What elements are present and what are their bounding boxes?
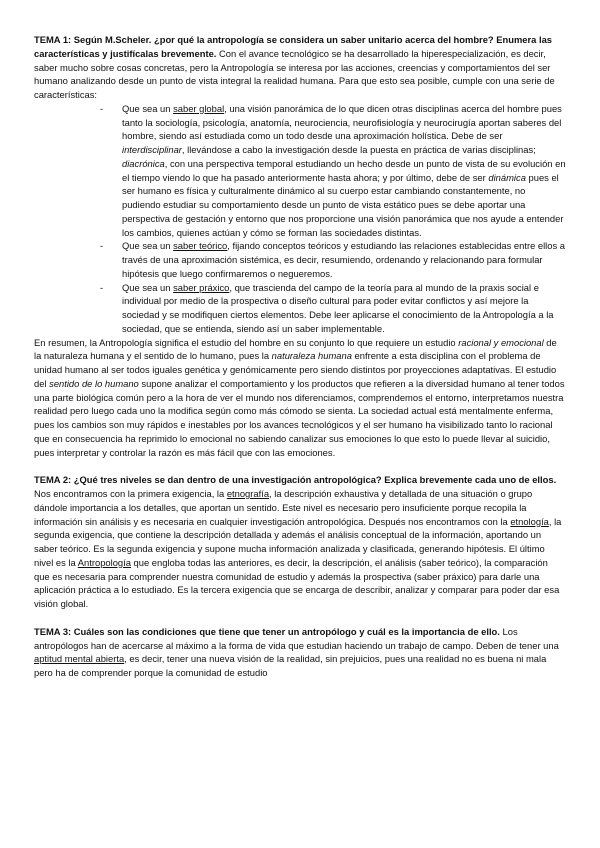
- tema-2-heading: TEMA 2: ¿Qué tres niveles se dan dentro de una investigación antropológica? Explica brevemente cada uno de ellos.: [34, 474, 557, 486]
- term-antropologia: Antropología: [77, 556, 131, 568]
- tema-3-text: Los antropólogos han de acercarse al máximo a la forma de vida que estudian haciendo un trabajo de campo. Deben de tener una: [34, 625, 559, 651]
- tema-2-text: Nos encontramos con la primera exigencia, la: [34, 488, 227, 499]
- term-etnologia: etnología: [510, 515, 549, 527]
- term-aptitud-mental-abierta: aptitud mental abierta: [34, 653, 125, 665]
- list-item-text: , que trascienda del campo de la teoría para al mundo de la praxis social e individual por medio de la prospectiva o diseño cultural para poder evitar conflictos y así mejore la sociedad y se modifiquen ciertos elementos. Debe leer aplicarse el conocimiento de la Antropología a la sociedad, que se entienda, siendo así un saber implementable.: [122, 281, 554, 334]
- section-spacer: [34, 459, 566, 473]
- list-item-prefix: Que sea un: [122, 102, 174, 114]
- term-saber-praxico: saber práxico: [173, 281, 230, 293]
- tema-1-heading: TEMA 1: Según M.Scheler. ¿por qué la antropología se considera un saber unitario acerca del hombre? Enumera las características y justifícalas brevemente.: [34, 34, 553, 59]
- summary-text: de la naturaleza humana y el sentido de lo humano, pues la: [34, 336, 557, 362]
- list-item-prefix: Que sea un: [122, 240, 174, 252]
- term-dinamica: dinámica: [488, 171, 526, 183]
- term-saber-teorico: saber teórico: [173, 240, 228, 252]
- tema-2-text: , la segunda exigencia, que contiene la descripción detallada y además el análisis conceptual de la información, aportando un saber teórico. Es la segunda exigencia y supone mucha información analizada y clasificada, generando hipótesis. El último nivel es la: [34, 515, 562, 568]
- tema-2-paragraph: [34, 473, 566, 611]
- term-interdisciplinar: interdisciplinar: [122, 144, 182, 155]
- summary-text: supone analizar el comportamiento y los productos que refieren a la diversidad humano al tener todos una parte biológica común pero a la hora de ver el mundo nos diferenciamos, comprendemos el entorno, interpretamos nuestra realidad pero luego cada uno la modifica según como más cómodo se sienta. La sociedad actual está mentalmente enferma, pues los cambios son muy rápidos e inestables por los avances tecnológicos y el ser humano ha visibilizado tanto lo racional que en consecuencia ha reprimido lo emocional no sabiendo canalizar sus emociones lo que esto lo puede llevar al suicidio, pues interpretar y controlar la razón es más fácil que con las emociones.: [34, 377, 565, 458]
- tema-3-text: , es decir, tener una nueva visión de la realidad, sin prejuicios, pues una realidad no es buena ni mala pero ha de comprender porque la comunidad de estudio: [34, 653, 547, 678]
- tema-3-heading: TEMA 3: Cuáles son las condiciones que tiene que tener un antropólogo y cuál es la importancia de ello.: [34, 625, 500, 637]
- tema-1-intro: Con el avance tecnológico se ha desarrollado la hiperespecialización, es decir, saber mucho sobre cosas concretas, pero la Antropología se interesa por las acciones, creencias y comportamientos del ser humano analizando desde un punto de vista integral la realidad humana. Para que esto sea posible, cumple con una serie de características:: [34, 47, 555, 100]
- list-item-saber-teorico: [122, 239, 566, 280]
- tema-1-summary: [34, 336, 566, 460]
- tema-2-text: que engloba todas las anteriores, es decir, la descripción, el análisis (saber teórico), la comparación que es necesaria para comprender nuestra comunidad de estudio y además la prospectiva (saber práxico) para darle una aplicación práctica a lo estudiado. Es la tercera exigencia que se encarga de describir, analizar y comparar para poder dar esa visión global.: [34, 556, 560, 609]
- term-sentido-humano: sentido de lo humano: [49, 377, 139, 389]
- tema-1-paragraph: [34, 33, 566, 102]
- list-item-text: pues el ser humano es física y culturalmente dinámico al su cuerpo estar cambiando constantemente, no pudiendo estudiar su comportamiento desde un punto de vista estático pues se debe aportar una perspectiva de gestación y entorno que nos proporcione una visión panorámica que nos ayude a entender los cambios, quienes actúan y cómo se forman las sociedades distintas.: [122, 171, 564, 238]
- section-spacer: [34, 611, 566, 625]
- term-etnografia: etnografía: [226, 488, 270, 499]
- list-item-text: , con una perspectiva temporal estudiando un hecho desde un punto de vista de su evolución en el tiempo viendo lo que ha pasado anteriormente hasta ahora; y por último, debe de ser: [122, 157, 566, 183]
- summary-text: enfrente a esta disciplina con el problema de unidad humano al ser todos iguales genética y genómicamente pero siendo distintos por proyecciones adaptativas. El estudio del: [34, 350, 557, 389]
- list-item-saber-praxico: [122, 281, 566, 336]
- tema-2-text: , la descripción exhaustiva y detallada de una situación o grupo dándole importancia a los detalles, que aportan un sentido. Este nivel es necesario pero insuficiente porque recopila la información sin análisis y es necesaria en cualquier investigación antropológica. Después nos encontramos con la: [34, 488, 533, 527]
- tema-3-paragraph: [34, 625, 566, 680]
- term-diacronica: diacrónica: [122, 157, 165, 169]
- term-naturaleza-humana: naturaleza humana: [271, 350, 352, 362]
- list-item-prefix: Que sea un: [122, 281, 174, 293]
- characteristics-list: [34, 102, 566, 336]
- list-item-saber-global: [122, 102, 566, 240]
- list-item-text: , llevándose a cabo la investigación desde la puesta en práctica de varias disciplinas;: [181, 144, 536, 155]
- term-racional-emocional: racional y emocional: [458, 336, 544, 348]
- list-item-text: , fijando conceptos teóricos y estudiando las relaciones establecidas entre ellos a través de una aproximación sistémica, es decir, resumiendo, ordenando y relacionando para formular hipótesis que luego confirmaremos o negueremos.: [122, 240, 565, 279]
- list-item-text: , una visión panorámica de lo que dicen otras disciplinas acerca del hombre pues tanto la sociología, psicología, anatomía, neurociencia, neurofisiología y neurocirugía aportan saberes del hombre, siendo así estudiada como un todo desde una aproximación holística. Debe de ser: [122, 102, 562, 142]
- summary-text: En resumen, la Antropología significa el estudio del hombre en su conjunto lo que requiere un estudio: [34, 336, 459, 348]
- term-saber-global: saber global: [173, 102, 225, 114]
